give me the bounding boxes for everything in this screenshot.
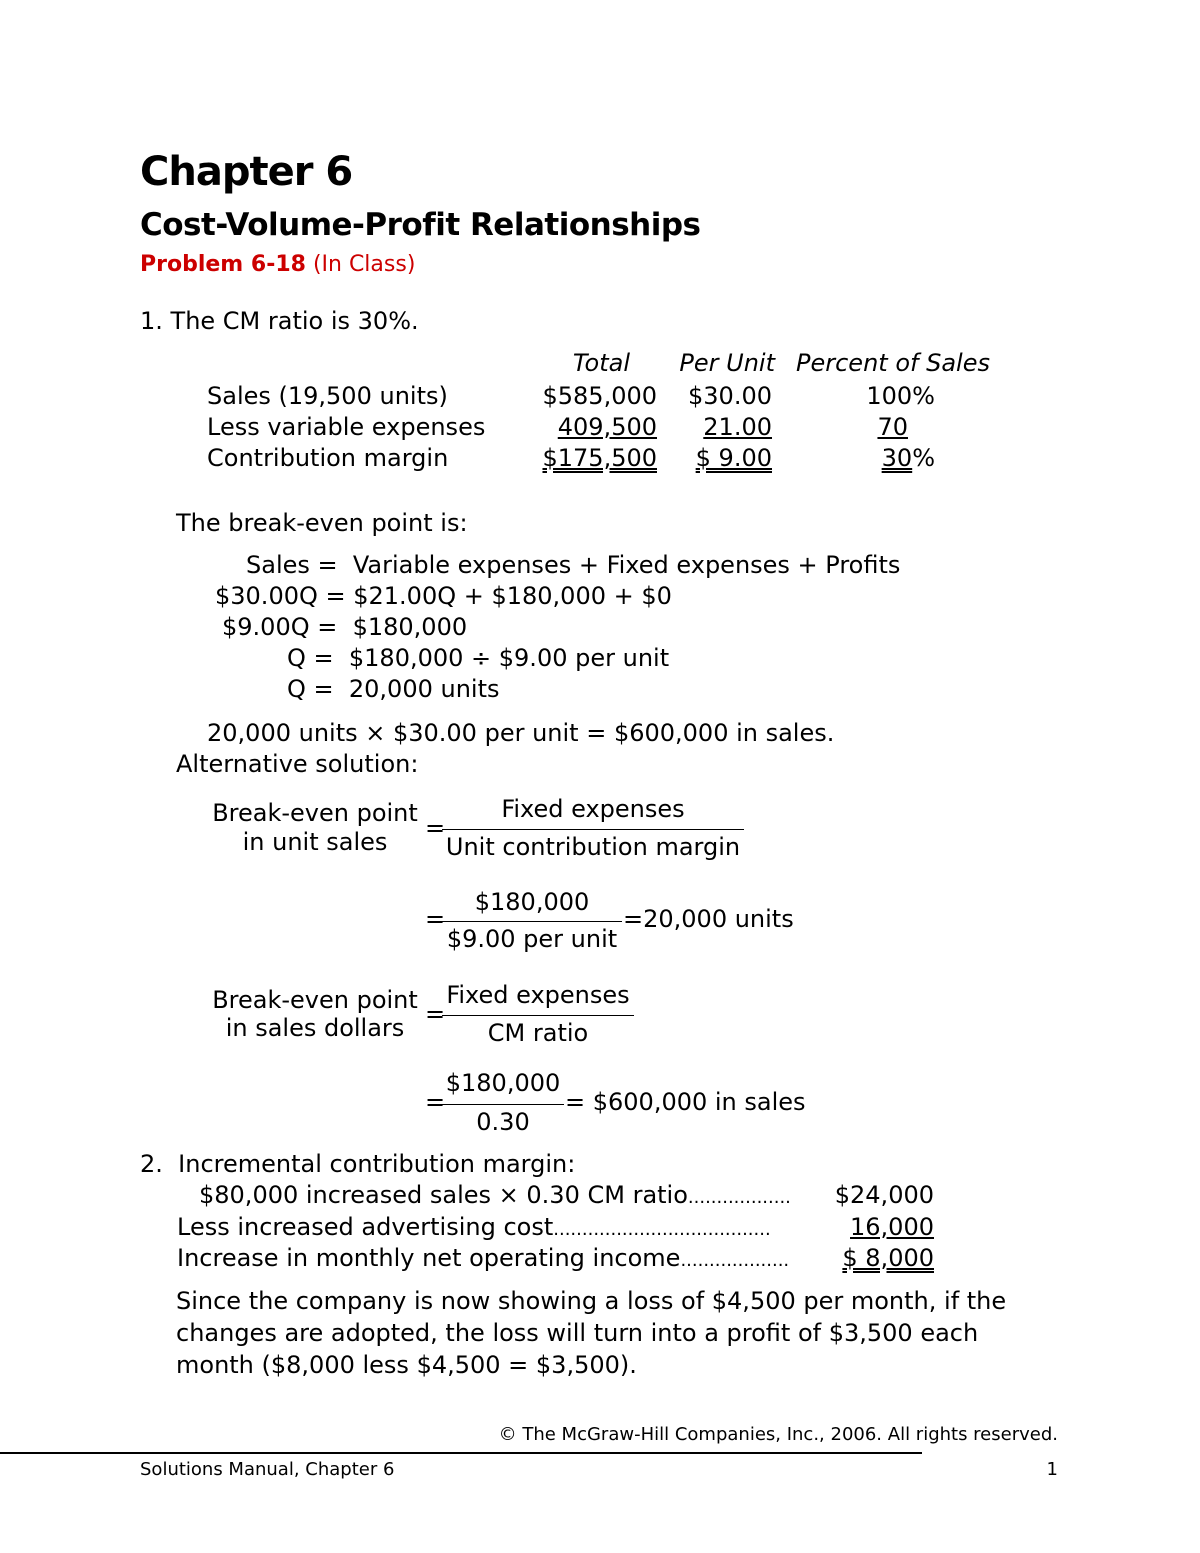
equation-line: Q = 20,000 units [287, 675, 500, 703]
chapter-title: Chapter 6 [140, 149, 353, 195]
fraction2-equals: = [425, 905, 446, 933]
incremental-line [199, 1182, 791, 1208]
row-label-cm: Contribution margin [207, 444, 449, 472]
conclusion-line: changes are adopted, the loss will turn into a profit of $3,500 each [176, 1319, 979, 1347]
fraction4-denominator: 0.30 [476, 1108, 530, 1136]
cell-cm-pct: 30 [881, 444, 913, 472]
equation-line: $9.00Q = $180,000 [222, 613, 468, 641]
fraction1-bar [442, 829, 744, 830]
bep-intro: The break-even point is: [176, 509, 468, 537]
incremental-line-label: Less increased advertising cost [177, 1213, 554, 1241]
fraction4-equals: = [425, 1088, 446, 1116]
copyright-notice: © The McGraw-Hill Companies, Inc., 2006. All rights reserved. [498, 1424, 1058, 1445]
cell-variable-pct-wrap [820, 414, 908, 440]
fraction1-lhs-line1: Break-even point [212, 799, 418, 827]
footer-rule [0, 1452, 922, 1454]
fraction2-bar [442, 921, 622, 922]
col-header-percent: Percent of Sales [796, 349, 990, 377]
fraction3-equals: = [425, 1000, 446, 1028]
equation-line: $30.00Q = $21.00Q + $180,000 + $0 [215, 582, 672, 610]
row-label-variable: Less variable expenses [207, 413, 486, 441]
cell-cm-per-unit-wrap [640, 445, 772, 471]
cell-cm-pct-suffix: % [912, 444, 935, 472]
incremental-line-label: Increase in monthly net operating income [177, 1244, 681, 1272]
fraction3-bar [442, 1015, 634, 1016]
fraction1-equals: = [425, 814, 446, 842]
leader-dots: ................... [680, 1250, 790, 1271]
sales-result-line: 20,000 units × $30.00 per unit = $600,000 in sales. [207, 719, 835, 747]
problem-label: Problem 6-18 [140, 252, 306, 277]
page-number: 1 [1046, 1459, 1058, 1480]
incremental-value: 16,000 [850, 1213, 934, 1241]
fraction1-lhs-line2: in unit sales [242, 828, 388, 856]
cell-variable-total: 409,500 [557, 413, 657, 441]
row-label-sales: Sales (19,500 units) [207, 382, 448, 410]
footer-manual: Solutions Manual, Chapter 6 [140, 1459, 395, 1480]
col-header-total: Total [572, 349, 630, 377]
fraction3-numerator: Fixed expenses [446, 981, 630, 1009]
incremental-value-wrap [780, 1245, 934, 1271]
incremental-line-label: $80,000 increased sales × 0.30 CM ratio [199, 1181, 688, 1209]
fraction1-numerator: Fixed expenses [501, 795, 685, 823]
cell-sales-total: $585,000 [542, 382, 657, 410]
problem-heading [140, 253, 415, 277]
cell-variable-per-unit-wrap [640, 414, 772, 440]
incremental-line [177, 1245, 789, 1271]
cell-variable-total-wrap [500, 414, 657, 440]
leader-dots: ...................................... [553, 1219, 771, 1240]
fraction2-result: =20,000 units [623, 905, 794, 933]
cell-sales-per-unit: $30.00 [688, 382, 772, 410]
incremental-value-wrap [780, 1214, 934, 1240]
conclusion-line: month ($8,000 less $4,500 = $3,500). [176, 1351, 637, 1379]
cell-cm-total-wrap [500, 445, 657, 471]
problem-note: (In Class) [312, 252, 416, 277]
cell-cm-per-unit: $ 9.00 [695, 444, 772, 472]
equation-line: Sales = Variable expenses + Fixed expenses + Profits [246, 551, 901, 579]
fraction4-numerator: $180,000 [445, 1069, 561, 1097]
part2-intro: 2. Incremental contribution margin: [140, 1150, 576, 1178]
col-header-per-unit: Per Unit [679, 349, 775, 377]
alternative-label: Alternative solution: [176, 750, 419, 778]
cell-sales-pct: 100% [866, 382, 935, 410]
fraction3-denominator: CM ratio [487, 1019, 589, 1047]
incremental-value: $ 8,000 [842, 1244, 934, 1272]
equation-line: Q = $180,000 ÷ $9.00 per unit [287, 644, 670, 672]
incremental-value: $24,000 [834, 1181, 934, 1209]
chapter-subtitle: Cost-Volume-Profit Relationships [140, 207, 701, 243]
fraction3-lhs-line1: Break-even point [212, 986, 418, 1014]
fraction2-denominator: $9.00 per unit [446, 925, 618, 953]
fraction2-numerator: $180,000 [474, 888, 590, 916]
fraction1-denominator: Unit contribution margin [445, 833, 741, 861]
fraction4-result: = $600,000 in sales [565, 1088, 806, 1116]
conclusion-line: Since the company is now showing a loss of $4,500 per month, if the [176, 1287, 1007, 1315]
cell-variable-per-unit: 21.00 [703, 413, 772, 441]
cell-cm-total: $175,500 [542, 444, 657, 472]
leader-dots: .................. [687, 1187, 791, 1208]
fraction4-bar [442, 1104, 564, 1105]
cell-cm-pct-wrap [820, 445, 935, 471]
part1-intro: 1. The CM ratio is 30%. [140, 307, 419, 335]
fraction3-lhs-line2: in sales dollars [225, 1014, 405, 1042]
incremental-line [177, 1214, 771, 1240]
cell-variable-pct: 70 [877, 413, 908, 441]
